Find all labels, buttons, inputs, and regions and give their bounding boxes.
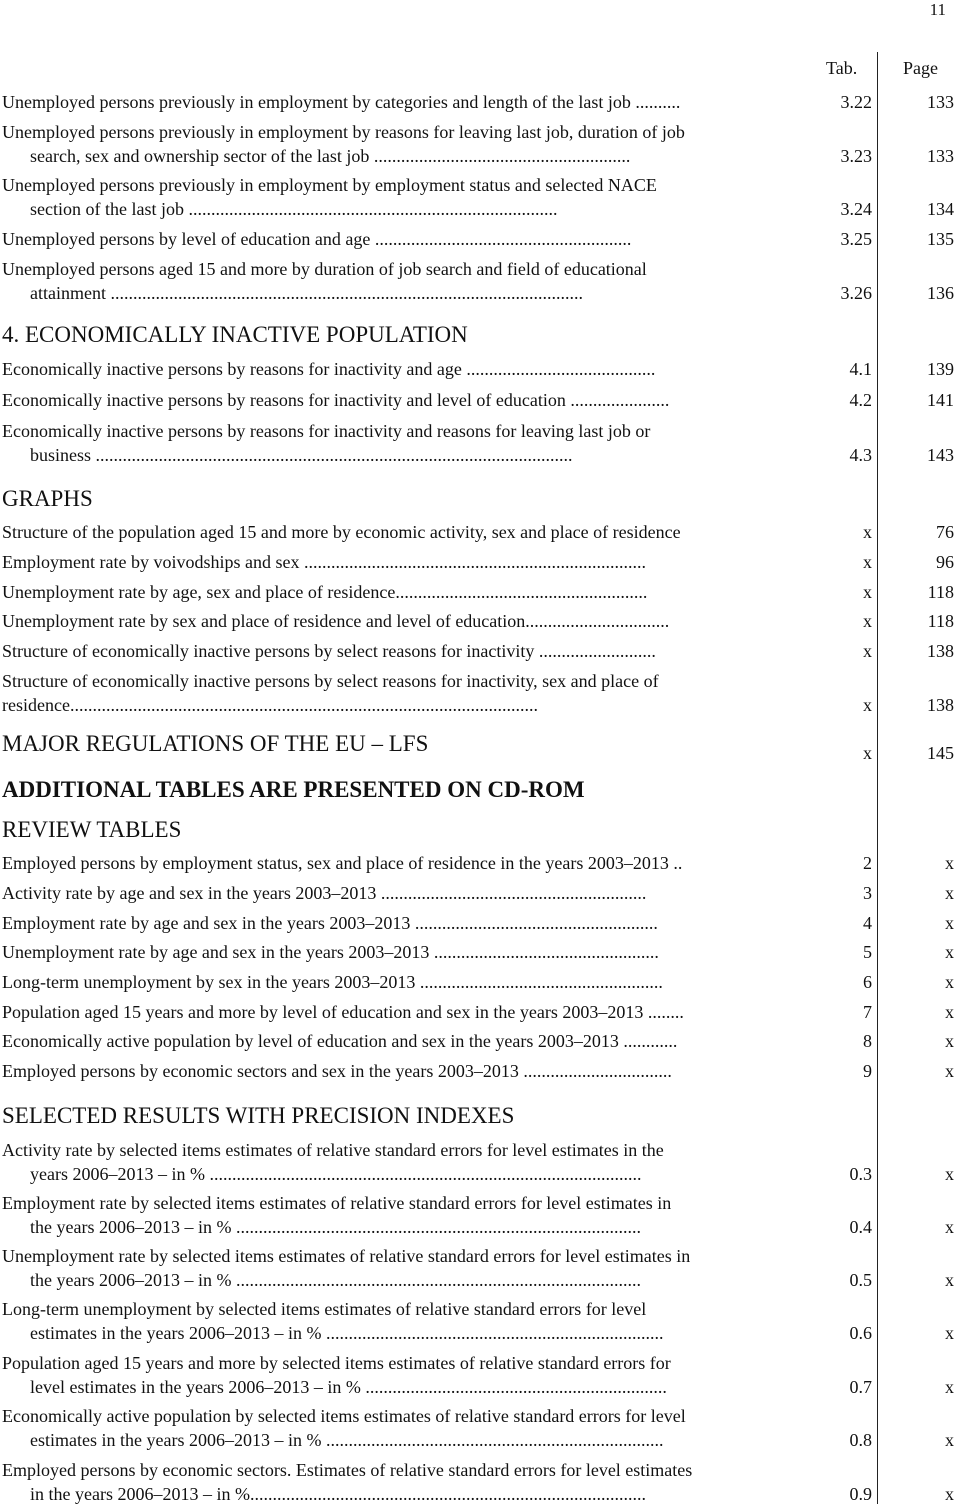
page-ref: 145 — [927, 743, 954, 763]
tab-number: 3.25 — [840, 229, 872, 249]
entry-title: Unemployment rate by sex and place of residence and level of education................................ — [2, 611, 670, 631]
page-ref: x — [945, 913, 954, 933]
entry-title-cont: search, sex and ownership sector of the last job ......................................................... — [30, 146, 631, 166]
tab-number: x — [863, 582, 872, 602]
column-header-tab: Tab. — [826, 58, 858, 78]
page-ref: 143 — [927, 445, 954, 465]
entry-title-cont: business .......................................................................................................... — [30, 445, 573, 465]
entry-title-cont: the years 2006–2013 – in % .......................................................................................... — [30, 1270, 641, 1290]
page-ref: 139 — [927, 359, 954, 379]
tab-number: 7 — [863, 1002, 872, 1022]
page-ref: 134 — [927, 199, 954, 219]
page-ref: x — [945, 1323, 954, 1343]
page-ref: x — [945, 883, 954, 903]
entry-title: Employed persons by economic sectors. Estimates of relative standard errors for level estimates — [2, 1460, 693, 1480]
page-ref: 138 — [927, 695, 954, 715]
entry-title: Structure of economically inactive persons by select reasons for inactivity .......................... — [2, 641, 656, 661]
tab-number: 3.24 — [840, 199, 872, 219]
page-ref: 135 — [927, 229, 954, 249]
page-ref: x — [945, 1270, 954, 1290]
column-divider — [877, 52, 878, 1504]
entry-title: Economically active population by level of education and sex in the years 2003–2013 ............ — [2, 1031, 678, 1051]
entry-title-cont: attainment ......................................................................................................... — [30, 283, 583, 303]
page-ref: 76 — [936, 522, 954, 542]
section-heading: REVIEW TABLES — [2, 817, 182, 842]
section-heading: 4. ECONOMICALLY INACTIVE POPULATION — [2, 322, 468, 347]
tab-number: 0.9 — [849, 1484, 872, 1504]
page-ref: x — [945, 942, 954, 962]
entry-title: Unemployed persons previously in employment by employment status and selected NACE — [2, 175, 657, 195]
tab-number: 8 — [863, 1031, 872, 1051]
entry-title: Employment rate by voivodships and sex ............................................................................ — [2, 552, 646, 572]
page-ref: x — [945, 853, 954, 873]
tab-number: 0.3 — [849, 1164, 872, 1184]
section-heading: GRAPHS — [2, 486, 93, 511]
tab-number: 5 — [863, 942, 872, 962]
page-ref: x — [945, 972, 954, 992]
tab-number: x — [863, 552, 872, 572]
section-heading: SELECTED RESULTS WITH PRECISION INDEXES — [2, 1103, 515, 1128]
tab-number: 0.6 — [849, 1323, 872, 1343]
tab-number: 0.7 — [849, 1377, 872, 1397]
entry-title: Unemployment rate by age and sex in the years 2003–2013 .................................................. — [2, 942, 659, 962]
entry-title: Unemployed persons by level of education and age ......................................................... — [2, 229, 632, 249]
page-ref: 141 — [927, 390, 954, 410]
tab-number: x — [863, 641, 872, 661]
tab-number: 4.1 — [849, 359, 872, 379]
page-ref: x — [945, 1031, 954, 1051]
entry-title: Unemployed persons aged 15 and more by duration of job search and field of educational — [2, 259, 647, 279]
entry-title: Economically inactive persons by reasons for inactivity and age .......................................... — [2, 359, 656, 379]
tab-number: 4.2 — [849, 390, 872, 410]
page-ref: 138 — [927, 641, 954, 661]
tab-number: 0.8 — [849, 1430, 872, 1450]
tab-number: 0.5 — [849, 1270, 872, 1290]
entry-title: Activity rate by age and sex in the years 2003–2013 ........................................................... — [2, 883, 647, 903]
entry-title: Unemployment rate by selected items estimates of relative standard errors for level estimates in — [2, 1246, 691, 1266]
entry-title: Economically inactive persons by reasons for inactivity and level of education ...................... — [2, 390, 670, 410]
entry-title-cont: in the years 2006–2013 – in %........................................................................................ — [30, 1484, 646, 1504]
entry-title: Economically active population by selected items estimates of relative standard errors for level — [2, 1406, 686, 1426]
page-ref: x — [945, 1430, 954, 1450]
entry-title: Long-term unemployment by selected items estimates of relative standard errors for level — [2, 1299, 647, 1319]
page-ref: 118 — [927, 582, 954, 602]
tab-number: 3 — [863, 883, 872, 903]
tab-number: 2 — [863, 853, 872, 873]
tab-number: 4.3 — [849, 445, 872, 465]
page-ref: x — [945, 1164, 954, 1184]
page-ref: x — [945, 1061, 954, 1081]
entry-title-cont: residence........................................................................................................ — [2, 695, 538, 715]
entry-title-cont: estimates in the years 2006–2013 – in % ........................................................................... — [30, 1430, 664, 1450]
tab-number: x — [863, 743, 872, 763]
entry-title: Unemployment rate by age, sex and place of residence........................................................ — [2, 582, 648, 602]
page-number: 11 — [929, 0, 946, 19]
entry-title: Unemployed persons previously in employment by reasons for leaving last job, duration of job — [2, 122, 685, 142]
tab-number: 3.26 — [840, 283, 872, 303]
page-ref: 133 — [927, 92, 954, 112]
page-ref: x — [945, 1217, 954, 1237]
entry-title-cont: section of the last job .................................................................................. — [30, 199, 558, 219]
entry-title-cont: level estimates in the years 2006–2013 – in % ................................................................... — [30, 1377, 667, 1397]
entry-title: Employment rate by selected items estimates of relative standard errors for level estimates in — [2, 1193, 672, 1213]
entry-title: Employment rate by age and sex in the years 2003–2013 ...................................................... — [2, 913, 658, 933]
regulations-heading[interactable]: MAJOR REGULATIONS OF THE EU – LFS — [2, 731, 429, 756]
tab-number: x — [863, 695, 872, 715]
entry-title: Population aged 15 years and more by level of education and sex in the years 2003–2013 ........ — [2, 1002, 684, 1022]
entry-title: Long-term unemployment by sex in the years 2003–2013 ...................................................... — [2, 972, 663, 992]
tab-number: 3.23 — [840, 146, 872, 166]
entry-title-cont: the years 2006–2013 – in % .......................................................................................... — [30, 1217, 641, 1237]
tab-number: x — [863, 611, 872, 631]
entry-title: Structure of economically inactive persons by select reasons for inactivity, sex and place of — [2, 671, 659, 691]
tab-number: 3.22 — [840, 92, 872, 112]
page-ref: x — [945, 1484, 954, 1504]
cdrom-heading: ADDITIONAL TABLES ARE PRESENTED ON CD-ROM — [2, 777, 585, 802]
tab-number: 9 — [863, 1061, 872, 1081]
entry-title-cont: years 2006–2013 – in % ................................................................................................ — [30, 1164, 642, 1184]
entry-title: Employed persons by economic sectors and sex in the years 2003–2013 ................................. — [2, 1061, 672, 1081]
entry-title: Employed persons by employment status, sex and place of residence in the years 2003–2013 .. — [2, 853, 683, 873]
entry-title: Population aged 15 years and more by selected items estimates of relative standard errors for — [2, 1353, 671, 1373]
entry-title: Activity rate by selected items estimates of relative standard errors for level estimates in the — [2, 1140, 664, 1160]
page-ref: 96 — [936, 552, 954, 572]
entry-title-cont: estimates in the years 2006–2013 – in % ........................................................................... — [30, 1323, 664, 1343]
page-ref: x — [945, 1377, 954, 1397]
entry-title: Unemployed persons previously in employment by categories and length of the last job .......... — [2, 92, 681, 112]
tab-number: x — [863, 522, 872, 542]
page-ref: 133 — [927, 146, 954, 166]
tab-number: 0.4 — [849, 1217, 872, 1237]
entry-title: Structure of the population aged 15 and more by economic activity, sex and place of residence — [2, 522, 681, 542]
tab-number: 6 — [863, 972, 872, 992]
page-ref: x — [945, 1002, 954, 1022]
page-ref: 118 — [927, 611, 954, 631]
column-header-page: Page — [903, 58, 938, 78]
tab-number: 4 — [863, 913, 872, 933]
entry-title: Economically inactive persons by reasons for inactivity and reasons for leaving last job or — [2, 421, 651, 441]
page-ref: 136 — [927, 283, 954, 303]
